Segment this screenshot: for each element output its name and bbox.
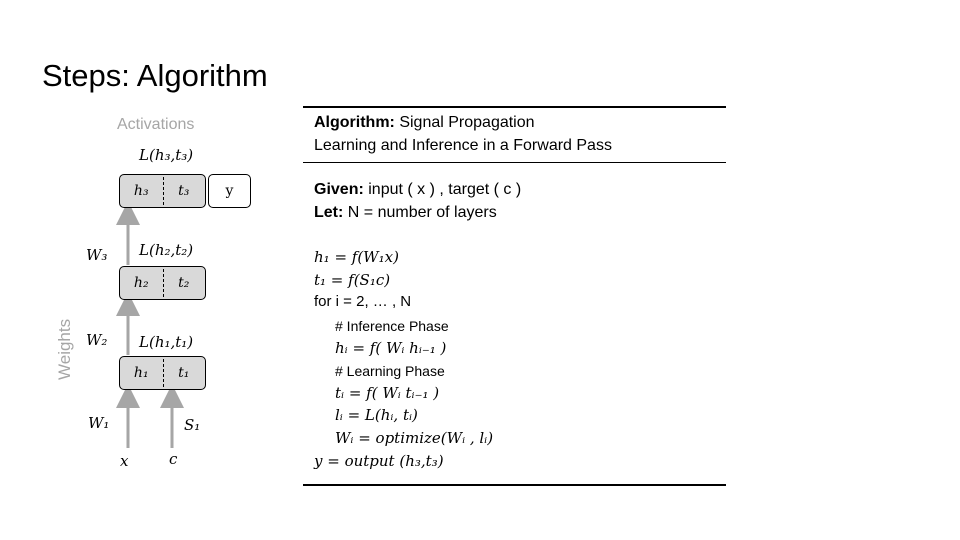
- h3-cell: h₃: [133, 183, 149, 199]
- learning-line-2: lᵢ = L(hᵢ, tᵢ): [335, 406, 418, 424]
- learning-line-3: Wᵢ = optimize(Wᵢ , lᵢ): [335, 429, 494, 447]
- layer-3-box: [119, 174, 206, 208]
- weight-label-3: W₃: [86, 246, 108, 264]
- for-line: for i = 2, … , N: [314, 293, 412, 310]
- inference-comment: # Inference Phase: [335, 318, 449, 334]
- layer-2-box: [119, 266, 206, 300]
- layer-1-box: [119, 356, 206, 390]
- weights-label: Weights: [55, 318, 74, 380]
- c-label: c: [169, 450, 178, 468]
- h1-cell: h₁: [133, 365, 149, 381]
- t1-cell: t₁: [178, 365, 190, 381]
- given-line: Given: input ( x ) , target ( c ): [314, 181, 522, 198]
- output-box: [208, 174, 251, 208]
- algorithm-heading: Algorithm: Signal Propagation: [314, 114, 535, 131]
- let-line: Let: N = number of layers: [314, 204, 497, 221]
- learning-comment: # Learning Phase: [335, 363, 445, 379]
- weight-label-2: W₂: [86, 331, 108, 349]
- t2-cell: t₂: [178, 275, 190, 291]
- y-cell: y: [225, 183, 234, 199]
- arrows: [0, 0, 260, 480]
- t1-line: t₁ = f(S₁c): [314, 271, 391, 289]
- slide-title: Steps: Algorithm: [42, 58, 268, 93]
- inference-line: hᵢ = f( Wᵢ hᵢ₋₁ ): [335, 339, 447, 357]
- learning-line-1: tᵢ = f( Wᵢ tᵢ₋₁ ): [335, 384, 440, 402]
- x-label: x: [120, 452, 129, 470]
- loss-label-1: L(h₁,t₁): [139, 333, 194, 351]
- h1-line: h₁ = f(W₁x): [314, 248, 399, 266]
- weight-label-1: W₁: [88, 414, 110, 432]
- h2-cell: h₂: [133, 275, 149, 291]
- loss-label-3: L(h₃,t₃): [139, 146, 194, 164]
- algorithm-subheading: Learning and Inference in a Forward Pass: [314, 137, 612, 154]
- algorithm-box: [303, 106, 726, 487]
- output-line: y = output (h₃,t₃): [314, 452, 444, 470]
- loss-label-2: L(h₂,t₂): [139, 241, 194, 259]
- s-label: S₁: [184, 416, 201, 434]
- activations-label: Activations: [117, 116, 195, 133]
- t3-cell: t₃: [178, 183, 190, 199]
